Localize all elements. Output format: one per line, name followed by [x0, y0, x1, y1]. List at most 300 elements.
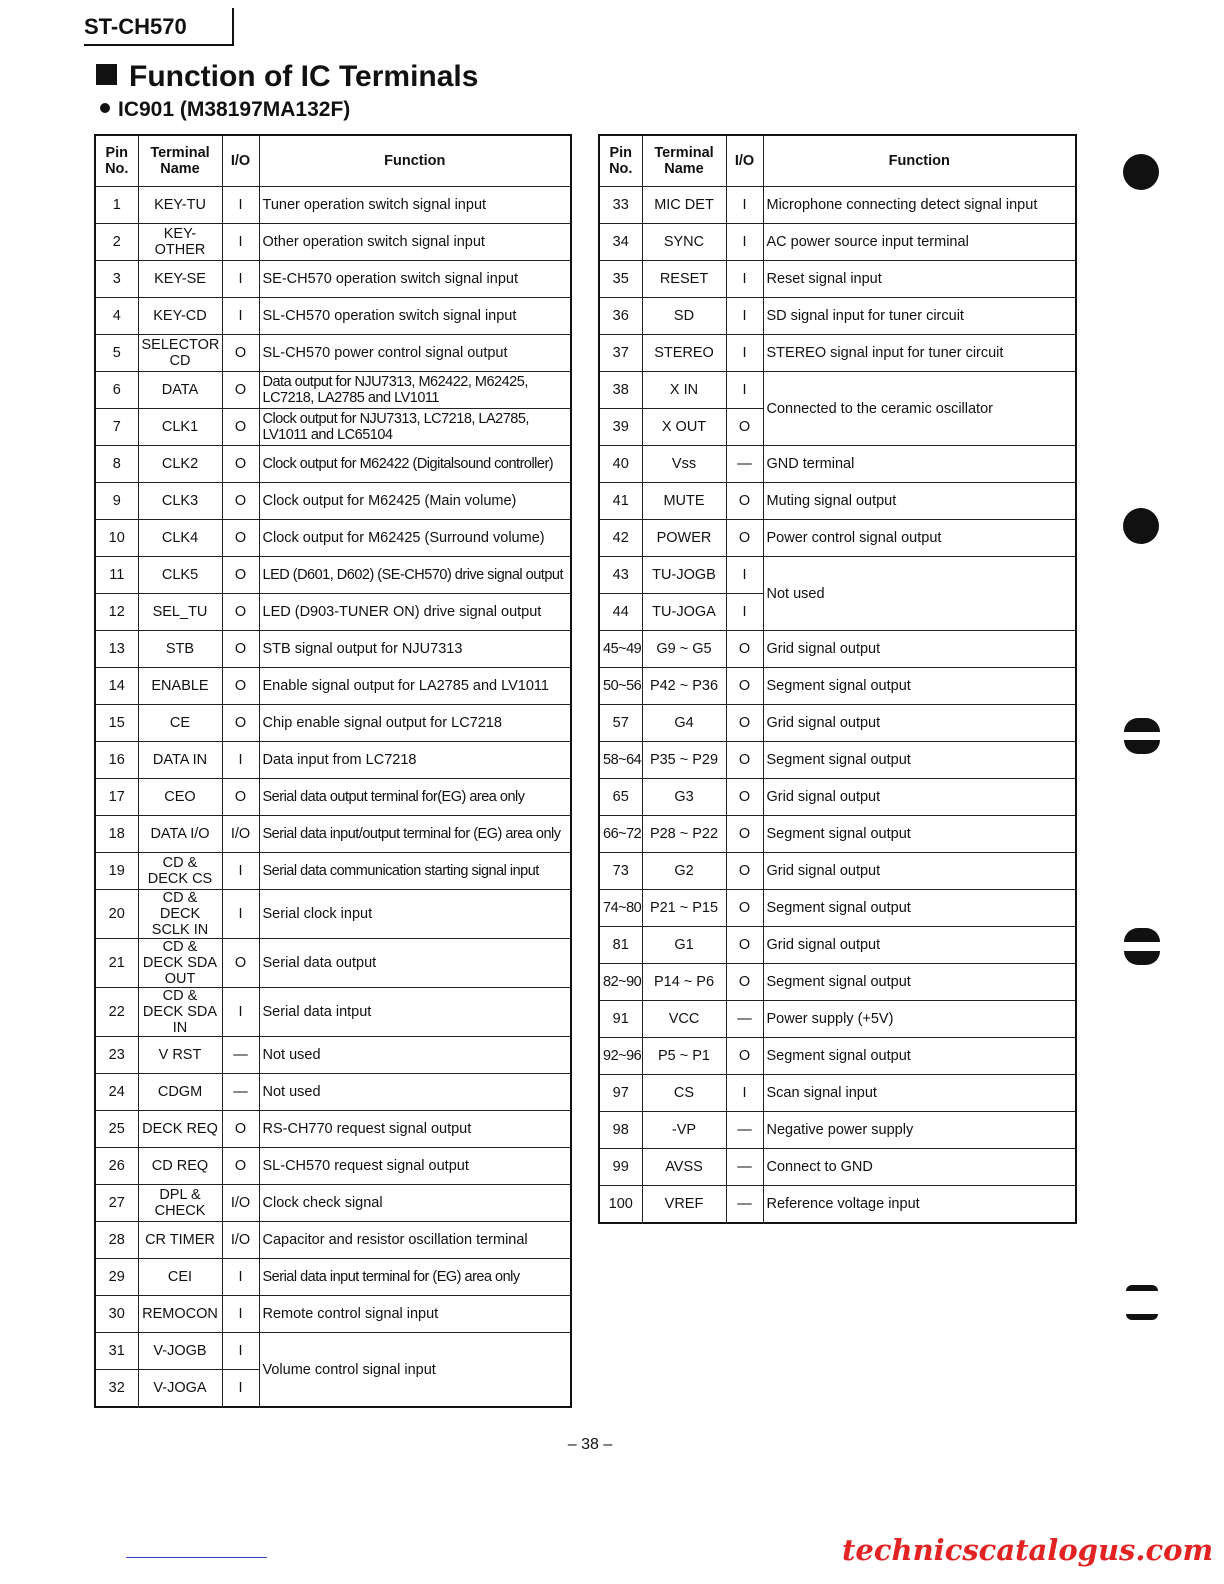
io-cell: I/O — [222, 1222, 259, 1259]
io-cell: O — [222, 520, 259, 557]
terminal-name-cell: MUTE — [642, 483, 726, 520]
io-cell: I/O — [222, 816, 259, 853]
terminal-name-cell: KEY-TU — [138, 187, 222, 224]
terminal-name-cell: ENABLE — [138, 668, 222, 705]
table-row — [599, 705, 1076, 742]
terminal-name-cell: SYNC — [642, 224, 726, 261]
table-row — [599, 742, 1076, 779]
function-cell: Serial data intput — [259, 988, 571, 1037]
table-row — [95, 890, 571, 939]
table-row — [95, 853, 571, 890]
pin-number-cell: 66~72 — [599, 816, 642, 853]
io-cell: I — [222, 224, 259, 261]
terminal-name-cell: CR TIMER — [138, 1222, 222, 1259]
pin-number-cell: 42 — [599, 520, 642, 557]
io-cell: — — [726, 1149, 763, 1186]
pin-number-cell: 100 — [599, 1186, 642, 1224]
pin-number-cell: 24 — [95, 1074, 138, 1111]
pin-number-cell: 97 — [599, 1075, 642, 1112]
terminal-name-cell: KEY-CD — [138, 298, 222, 335]
table-row — [599, 335, 1076, 372]
table-row — [95, 939, 571, 988]
function-cell: Grid signal output — [763, 779, 1076, 816]
table-row — [95, 779, 571, 816]
table-row — [95, 372, 571, 409]
terminal-name-cell: CD REQ — [138, 1148, 222, 1185]
pin-number-cell: 50~56 — [599, 668, 642, 705]
io-cell: I — [222, 187, 259, 224]
pin-number-cell: 99 — [599, 1149, 642, 1186]
function-cell: SE-CH570 operation switch signal input — [259, 261, 571, 298]
io-cell: O — [222, 409, 259, 446]
io-cell: I — [726, 335, 763, 372]
function-cell: Reset signal input — [763, 261, 1076, 298]
io-cell: I — [726, 298, 763, 335]
pin-number-cell: 18 — [95, 816, 138, 853]
table-row — [599, 631, 1076, 668]
terminal-name-cell: V-JOGB — [138, 1333, 222, 1370]
header-io: I/O — [222, 135, 259, 187]
io-cell: I/O — [222, 1185, 259, 1222]
punch-hole-mark — [1124, 928, 1160, 942]
table-row — [95, 742, 571, 779]
pin-number-cell: 81 — [599, 927, 642, 964]
ic-subtitle-text: IC901 (M38197MA132F) — [118, 98, 351, 121]
pin-number-cell: 3 — [95, 261, 138, 298]
table-row — [599, 816, 1076, 853]
table-row — [599, 1001, 1076, 1038]
pin-number-cell: 37 — [599, 335, 642, 372]
table-header-row — [95, 135, 571, 187]
pin-number-cell: 14 — [95, 668, 138, 705]
table-row — [599, 1112, 1076, 1149]
function-cell: Scan signal input — [763, 1075, 1076, 1112]
table-row — [95, 483, 571, 520]
terminal-name-cell: VCC — [642, 1001, 726, 1038]
pin-number-cell: 73 — [599, 853, 642, 890]
table-row — [95, 668, 571, 705]
function-cell: Data output for NJU7313, M62422, M62425, LC7218, LA2785 and LV1011 — [259, 372, 571, 409]
io-cell: O — [222, 1111, 259, 1148]
pin-number-cell: 91 — [599, 1001, 642, 1038]
table-row — [599, 853, 1076, 890]
table-row — [95, 1148, 571, 1185]
page-title-text: Function of IC Terminals — [129, 60, 479, 93]
dot-bullet-icon — [100, 103, 110, 113]
io-cell: O — [726, 1038, 763, 1075]
punch-hole-mark — [1124, 740, 1160, 754]
pin-number-cell: 22 — [95, 988, 138, 1037]
io-cell: I — [222, 1259, 259, 1296]
function-cell: Volume control signal input — [259, 1333, 571, 1408]
function-cell: Power supply (+5V) — [763, 1001, 1076, 1038]
io-cell: O — [726, 927, 763, 964]
pin-number-cell: 19 — [95, 853, 138, 890]
function-cell: SL-CH570 request signal output — [259, 1148, 571, 1185]
pin-number-cell: 92~96 — [599, 1038, 642, 1075]
io-cell: O — [222, 779, 259, 816]
pin-number-cell: 27 — [95, 1185, 138, 1222]
pin-number-cell: 9 — [95, 483, 138, 520]
pin-number-cell: 41 — [599, 483, 642, 520]
function-cell: Capacitor and resistor oscillation terminal — [259, 1222, 571, 1259]
header-pin: Pin No. — [599, 135, 642, 187]
terminal-name-cell: DATA I/O — [138, 816, 222, 853]
terminal-name-cell: CE — [138, 705, 222, 742]
io-cell: O — [726, 668, 763, 705]
header-function: Function — [259, 135, 571, 187]
table-row — [599, 927, 1076, 964]
io-cell: — — [726, 1001, 763, 1038]
io-cell: I — [726, 261, 763, 298]
function-cell: Power control signal output — [763, 520, 1076, 557]
io-cell: O — [726, 742, 763, 779]
table-row — [95, 298, 571, 335]
terminal-name-cell: KEY-OTHER — [138, 224, 222, 261]
table-row — [95, 224, 571, 261]
pin-number-cell: 8 — [95, 446, 138, 483]
io-cell: I — [222, 298, 259, 335]
pin-number-cell: 33 — [599, 187, 642, 224]
pin-number-cell: 39 — [599, 409, 642, 446]
io-cell: O — [222, 446, 259, 483]
function-cell: Not used — [259, 1037, 571, 1074]
terminal-name-cell: G3 — [642, 779, 726, 816]
io-cell: I — [726, 372, 763, 409]
terminal-name-cell: DATA IN — [138, 742, 222, 779]
terminal-name-cell: CLK5 — [138, 557, 222, 594]
table-row — [95, 1333, 571, 1370]
io-cell: — — [222, 1074, 259, 1111]
io-cell: O — [222, 557, 259, 594]
pin-number-cell: 2 — [95, 224, 138, 261]
terminal-name-cell: TU-JOGB — [642, 557, 726, 594]
terminal-name-cell: P42 ~ P36 — [642, 668, 726, 705]
pin-number-cell: 13 — [95, 631, 138, 668]
table-row — [95, 1111, 571, 1148]
io-cell: O — [726, 816, 763, 853]
function-cell: Clock output for M62425 (Surround volume) — [259, 520, 571, 557]
terminal-name-cell: -VP — [642, 1112, 726, 1149]
function-cell: Enable signal output for LA2785 and LV1011 — [259, 668, 571, 705]
function-cell: Grid signal output — [763, 927, 1076, 964]
table-row — [95, 446, 571, 483]
table-row — [95, 1074, 571, 1111]
function-cell: Connect to GND — [763, 1149, 1076, 1186]
function-cell: Segment signal output — [763, 816, 1076, 853]
function-cell: SL-CH570 operation switch signal input — [259, 298, 571, 335]
terminal-name-cell: P21 ~ P15 — [642, 890, 726, 927]
terminal-name-cell: G9 ~ G5 — [642, 631, 726, 668]
io-cell: I — [222, 890, 259, 939]
function-cell: STB signal output for NJU7313 — [259, 631, 571, 668]
table-row — [95, 705, 571, 742]
io-cell: O — [726, 705, 763, 742]
function-cell: Grid signal output — [763, 853, 1076, 890]
table-row — [599, 964, 1076, 1001]
table-row — [599, 1149, 1076, 1186]
header-io: I/O — [726, 135, 763, 187]
punch-hole-mark — [1126, 1314, 1158, 1320]
pin-number-cell: 65 — [599, 779, 642, 816]
function-cell: Clock output for M62425 (Main volume) — [259, 483, 571, 520]
table-row — [95, 816, 571, 853]
left-pin-table — [94, 134, 572, 1408]
io-cell: O — [222, 1148, 259, 1185]
pin-number-cell: 20 — [95, 890, 138, 939]
punch-hole-mark — [1123, 508, 1159, 544]
pin-number-cell: 11 — [95, 557, 138, 594]
terminal-name-cell: VREF — [642, 1186, 726, 1224]
io-cell: O — [726, 964, 763, 1001]
function-cell: Muting signal output — [763, 483, 1076, 520]
table-row — [599, 890, 1076, 927]
function-cell: Tuner operation switch signal input — [259, 187, 571, 224]
io-cell: O — [726, 890, 763, 927]
io-cell: I — [726, 187, 763, 224]
io-cell: — — [726, 1186, 763, 1224]
terminal-name-cell: STB — [138, 631, 222, 668]
header-terminal: Terminal Name — [138, 135, 222, 187]
io-cell: I — [726, 594, 763, 631]
terminal-name-cell: SELECTOR CD — [138, 335, 222, 372]
io-cell: O — [726, 520, 763, 557]
io-cell: O — [222, 372, 259, 409]
table-row — [95, 631, 571, 668]
function-cell: Serial data output — [259, 939, 571, 988]
table-row — [95, 187, 571, 224]
pin-number-cell: 16 — [95, 742, 138, 779]
io-cell: I — [726, 224, 763, 261]
table-row — [95, 988, 571, 1037]
terminal-name-cell: P14 ~ P6 — [642, 964, 726, 1001]
function-cell: RS-CH770 request signal output — [259, 1111, 571, 1148]
function-cell: Microphone connecting detect signal input — [763, 187, 1076, 224]
function-cell: Grid signal output — [763, 705, 1076, 742]
function-cell: Clock check signal — [259, 1185, 571, 1222]
function-cell: Segment signal output — [763, 668, 1076, 705]
pin-number-cell: 58~64 — [599, 742, 642, 779]
io-cell: O — [726, 853, 763, 890]
pin-number-cell: 29 — [95, 1259, 138, 1296]
table-row — [599, 446, 1076, 483]
terminal-name-cell: RESET — [642, 261, 726, 298]
io-cell: I — [726, 1075, 763, 1112]
pin-number-cell: 7 — [95, 409, 138, 446]
function-cell: GND terminal — [763, 446, 1076, 483]
terminal-name-cell: CDGM — [138, 1074, 222, 1111]
watermark-link[interactable]: technicscatalogus.com — [842, 1533, 1214, 1567]
terminal-name-cell: KEY-SE — [138, 261, 222, 298]
right-pin-table — [598, 134, 1077, 1224]
io-cell: O — [222, 705, 259, 742]
pin-number-cell: 45~49 — [599, 631, 642, 668]
io-cell: O — [222, 335, 259, 372]
io-cell: I — [222, 742, 259, 779]
function-cell: Segment signal output — [763, 890, 1076, 927]
terminal-name-cell: V-JOGA — [138, 1370, 222, 1408]
terminal-name-cell: MIC DET — [642, 187, 726, 224]
table-row — [95, 557, 571, 594]
table-row — [95, 409, 571, 446]
function-cell: Clock output for NJU7313, LC7218, LA2785, LV1011 and LC65104 — [259, 409, 571, 446]
ic-subtitle — [100, 98, 350, 122]
function-cell: Chip enable signal output for LC7218 — [259, 705, 571, 742]
header-terminal: Terminal Name — [642, 135, 726, 187]
io-cell: O — [222, 594, 259, 631]
table-row — [599, 779, 1076, 816]
terminal-name-cell: CS — [642, 1075, 726, 1112]
terminal-name-cell: CD & DECK SDA OUT — [138, 939, 222, 988]
function-cell: Data input from LC7218 — [259, 742, 571, 779]
table-row — [95, 335, 571, 372]
terminal-name-cell: TU-JOGA — [642, 594, 726, 631]
function-cell: SL-CH570 power control signal output — [259, 335, 571, 372]
pin-number-cell: 57 — [599, 705, 642, 742]
table-row — [95, 1259, 571, 1296]
io-cell: O — [222, 939, 259, 988]
io-cell: O — [726, 779, 763, 816]
io-cell: O — [222, 483, 259, 520]
function-cell: Segment signal output — [763, 1038, 1076, 1075]
header-pin: Pin No. — [95, 135, 138, 187]
io-cell: — — [726, 446, 763, 483]
function-cell: Serial data input terminal for (EG) area only — [259, 1259, 571, 1296]
table-row — [95, 1037, 571, 1074]
terminal-name-cell: CD & DECK SCLK IN — [138, 890, 222, 939]
terminal-name-cell: Vss — [642, 446, 726, 483]
io-cell: O — [222, 668, 259, 705]
terminal-name-cell: STEREO — [642, 335, 726, 372]
function-cell: Serial data output terminal for(EG) area only — [259, 779, 571, 816]
terminal-name-cell: DATA — [138, 372, 222, 409]
punch-hole-mark — [1126, 1285, 1158, 1291]
function-cell: Not used — [763, 557, 1076, 631]
pin-number-cell: 44 — [599, 594, 642, 631]
footer-rule — [126, 1557, 267, 1558]
table-row — [599, 1038, 1076, 1075]
terminal-name-cell: CD & DECK CS — [138, 853, 222, 890]
terminal-name-cell: G2 — [642, 853, 726, 890]
function-cell: Other operation switch signal input — [259, 224, 571, 261]
table-row — [599, 483, 1076, 520]
io-cell: I — [222, 988, 259, 1037]
function-cell: Clock output for M62422 (Digitalsound controller) — [259, 446, 571, 483]
function-cell: Grid signal output — [763, 631, 1076, 668]
table-row — [599, 261, 1076, 298]
terminal-name-cell: SEL_TU — [138, 594, 222, 631]
table-row — [95, 1222, 571, 1259]
io-cell: I — [222, 1370, 259, 1408]
pin-number-cell: 31 — [95, 1333, 138, 1370]
table-row — [95, 1185, 571, 1222]
table-row — [599, 1186, 1076, 1224]
terminal-name-cell: P35 ~ P29 — [642, 742, 726, 779]
model-number: ST-CH570 — [84, 14, 187, 39]
terminal-name-cell: CEO — [138, 779, 222, 816]
table-row — [95, 261, 571, 298]
io-cell: I — [726, 557, 763, 594]
io-cell: O — [222, 631, 259, 668]
function-cell: Reference voltage input — [763, 1186, 1076, 1224]
function-cell: LED (D903-TUNER ON) drive signal output — [259, 594, 571, 631]
terminal-name-cell: P28 ~ P22 — [642, 816, 726, 853]
pin-number-cell: 17 — [95, 779, 138, 816]
terminal-name-cell: POWER — [642, 520, 726, 557]
pin-number-cell: 40 — [599, 446, 642, 483]
pin-number-cell: 6 — [95, 372, 138, 409]
square-bullet-icon — [96, 64, 117, 85]
table-row — [95, 520, 571, 557]
terminal-name-cell: CEI — [138, 1259, 222, 1296]
table-row — [599, 668, 1076, 705]
punch-hole-mark — [1124, 718, 1160, 732]
terminal-name-cell: REMOCON — [138, 1296, 222, 1333]
function-cell: Connected to the ceramic oscillator — [763, 372, 1076, 446]
function-cell: Serial clock input — [259, 890, 571, 939]
io-cell: O — [726, 409, 763, 446]
table-row — [95, 1296, 571, 1333]
io-cell: I — [222, 1296, 259, 1333]
header-function: Function — [763, 135, 1076, 187]
terminal-name-cell: DECK REQ — [138, 1111, 222, 1148]
function-cell: Segment signal output — [763, 964, 1076, 1001]
pin-number-cell: 98 — [599, 1112, 642, 1149]
table-row — [599, 298, 1076, 335]
pin-number-cell: 1 — [95, 187, 138, 224]
table-row — [599, 372, 1076, 409]
pin-number-cell: 5 — [95, 335, 138, 372]
punch-hole-mark — [1123, 154, 1159, 190]
io-cell: I — [222, 1333, 259, 1370]
pin-number-cell: 4 — [95, 298, 138, 335]
pin-number-cell: 26 — [95, 1148, 138, 1185]
function-cell: Serial data communication starting signal input — [259, 853, 571, 890]
pin-number-cell: 32 — [95, 1370, 138, 1408]
pin-number-cell: 15 — [95, 705, 138, 742]
pin-number-cell: 34 — [599, 224, 642, 261]
terminal-name-cell: CLK1 — [138, 409, 222, 446]
terminal-name-cell: G1 — [642, 927, 726, 964]
pin-number-cell: 82~90 — [599, 964, 642, 1001]
io-cell: I — [222, 261, 259, 298]
function-cell: Not used — [259, 1074, 571, 1111]
io-cell: O — [726, 483, 763, 520]
page-title — [96, 60, 478, 94]
function-cell: STEREO signal input for tuner circuit — [763, 335, 1076, 372]
pin-number-cell: 74~80 — [599, 890, 642, 927]
terminal-name-cell: V RST — [138, 1037, 222, 1074]
page-number: – 38 – — [567, 1436, 613, 1453]
table-row — [599, 1075, 1076, 1112]
io-cell: O — [726, 631, 763, 668]
pin-number-cell: 36 — [599, 298, 642, 335]
io-cell: I — [222, 853, 259, 890]
pin-number-cell: 25 — [95, 1111, 138, 1148]
function-cell: Remote control signal input — [259, 1296, 571, 1333]
pin-number-cell: 30 — [95, 1296, 138, 1333]
function-cell: SD signal input for tuner circuit — [763, 298, 1076, 335]
io-cell: — — [222, 1037, 259, 1074]
terminal-name-cell: X IN — [642, 372, 726, 409]
terminal-name-cell: DPL & CHECK — [138, 1185, 222, 1222]
pin-number-cell: 43 — [599, 557, 642, 594]
pin-number-cell: 38 — [599, 372, 642, 409]
function-cell: LED (D601, D602) (SE-CH570) drive signal output — [259, 557, 571, 594]
punch-hole-mark — [1124, 951, 1160, 965]
table-row — [95, 594, 571, 631]
pin-number-cell: 12 — [95, 594, 138, 631]
